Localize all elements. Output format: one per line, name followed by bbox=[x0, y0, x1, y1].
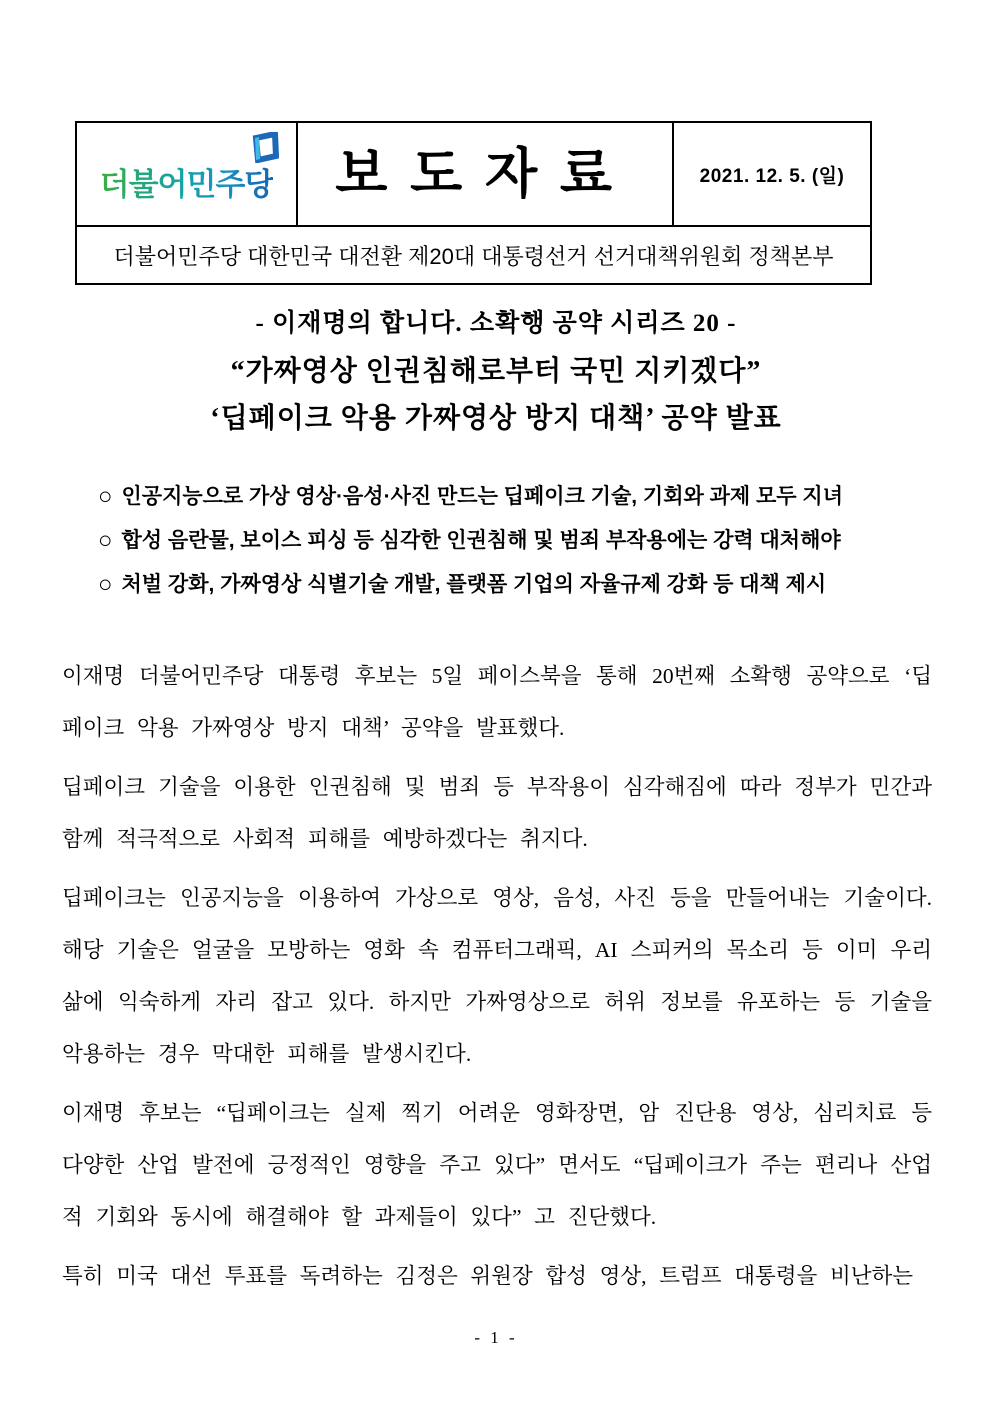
party-logo-cube-icon bbox=[252, 132, 279, 163]
body-text bbox=[62, 650, 932, 1309]
party-name-wordmark: 더불어민주당 bbox=[99, 166, 274, 202]
headline-quote-line: “가짜영상 인권침해로부터 국민 지키겠다” bbox=[230, 356, 762, 387]
summary-bullet-list bbox=[98, 482, 934, 614]
header-title-cell bbox=[297, 122, 673, 226]
circle-bullet-icon: ○ bbox=[98, 527, 113, 554]
summary-bullet-1 bbox=[98, 482, 934, 512]
summary-bullet-1-text: 인공지능으로 가상 영상·음성·사진 만드는 딥페이크 기술, 기회와 과제 모두 지녀 bbox=[121, 485, 843, 508]
summary-bullet-3 bbox=[98, 570, 934, 600]
header-table bbox=[75, 121, 872, 285]
circle-bullet-icon: ○ bbox=[98, 571, 113, 598]
body-paragraph-4: 이재명 후보는 “딥페이크는 실제 찍기 어려운 영화장면, 암 진단용 영상, 심리치료 등 다양한 산업 발전에 긍정적인 영향을 주고 있다” 면서도 “딥페이크가 주는 편리나 산업적 기회와 동시에 해결해야 할 과제들이 있다” 고 진단했다. bbox=[62, 1101, 932, 1229]
body-paragraph-1: 이재명 더불어민주당 대통령 후보는 5일 페이스북을 통해 20번째 소확행 공약으로 ‘딥페이크 악용 가짜영상 방지 대책’ 공약을 발표했다. bbox=[62, 664, 932, 740]
document-type-title: 보도자료 bbox=[335, 144, 635, 204]
release-date: 2021. 12. 5. (일) bbox=[699, 165, 845, 187]
headline-pledge-line: ‘딥페이크 악용 가짜영상 방지 대책’ 공약 발표 bbox=[210, 403, 782, 434]
body-paragraph-2: 딥페이크 기술을 이용한 인권침해 및 범죄 등 부작용이 심각해짐에 따라 정부가 민간과 함께 적극적으로 사회적 피해를 예방하겠다는 취지다. bbox=[62, 775, 932, 851]
summary-bullet-3-text: 처벌 강화, 가짜영상 식별기술 개발, 플랫폼 기업의 자율규제 강화 등 대책 제시 bbox=[121, 573, 827, 596]
circle-bullet-icon: ○ bbox=[98, 483, 113, 510]
issuing-organization: 더불어민주당 대한민국 대전환 제20대 대통령선거 선거대책위원회 정책본부 bbox=[113, 243, 834, 269]
summary-bullet-2-text: 합성 음란물, 보이스 피싱 등 심각한 인권침해 및 범죄 부작용에는 강력 대처해야 bbox=[121, 529, 841, 552]
header-logo-cell bbox=[76, 122, 297, 226]
headline-block bbox=[62, 308, 930, 436]
header-date-cell bbox=[673, 122, 871, 226]
party-logo bbox=[100, 159, 274, 204]
header-organization-cell bbox=[76, 226, 871, 284]
headline-series-line: - 이재명의 합니다. 소확행 공약 시리즈 20 - bbox=[255, 310, 737, 337]
body-paragraph-3: 딥페이크는 인공지능을 이용하여 가상으로 영상, 음성, 사진 등을 만들어내는 기술이다. 해당 기술은 얼굴을 모방하는 영화 속 컴퓨터그래픽, AI 스피커의 목소리 등 이미 우리 삶에 익숙하게 자리 잡고 있다. 하지만 가짜영상으로 허위 정보를 유포하는 등 기술을 악용하는 경우 막대한 피해를 발생시킨다. bbox=[62, 886, 932, 1066]
body-paragraph-5: 특히 미국 대선 투표를 독려하는 김정은 위원장 합성 영상, 트럼프 대통령을 비난하는 bbox=[62, 1264, 914, 1288]
summary-bullet-2 bbox=[98, 526, 934, 556]
page-number: - 1 - bbox=[474, 1328, 518, 1347]
